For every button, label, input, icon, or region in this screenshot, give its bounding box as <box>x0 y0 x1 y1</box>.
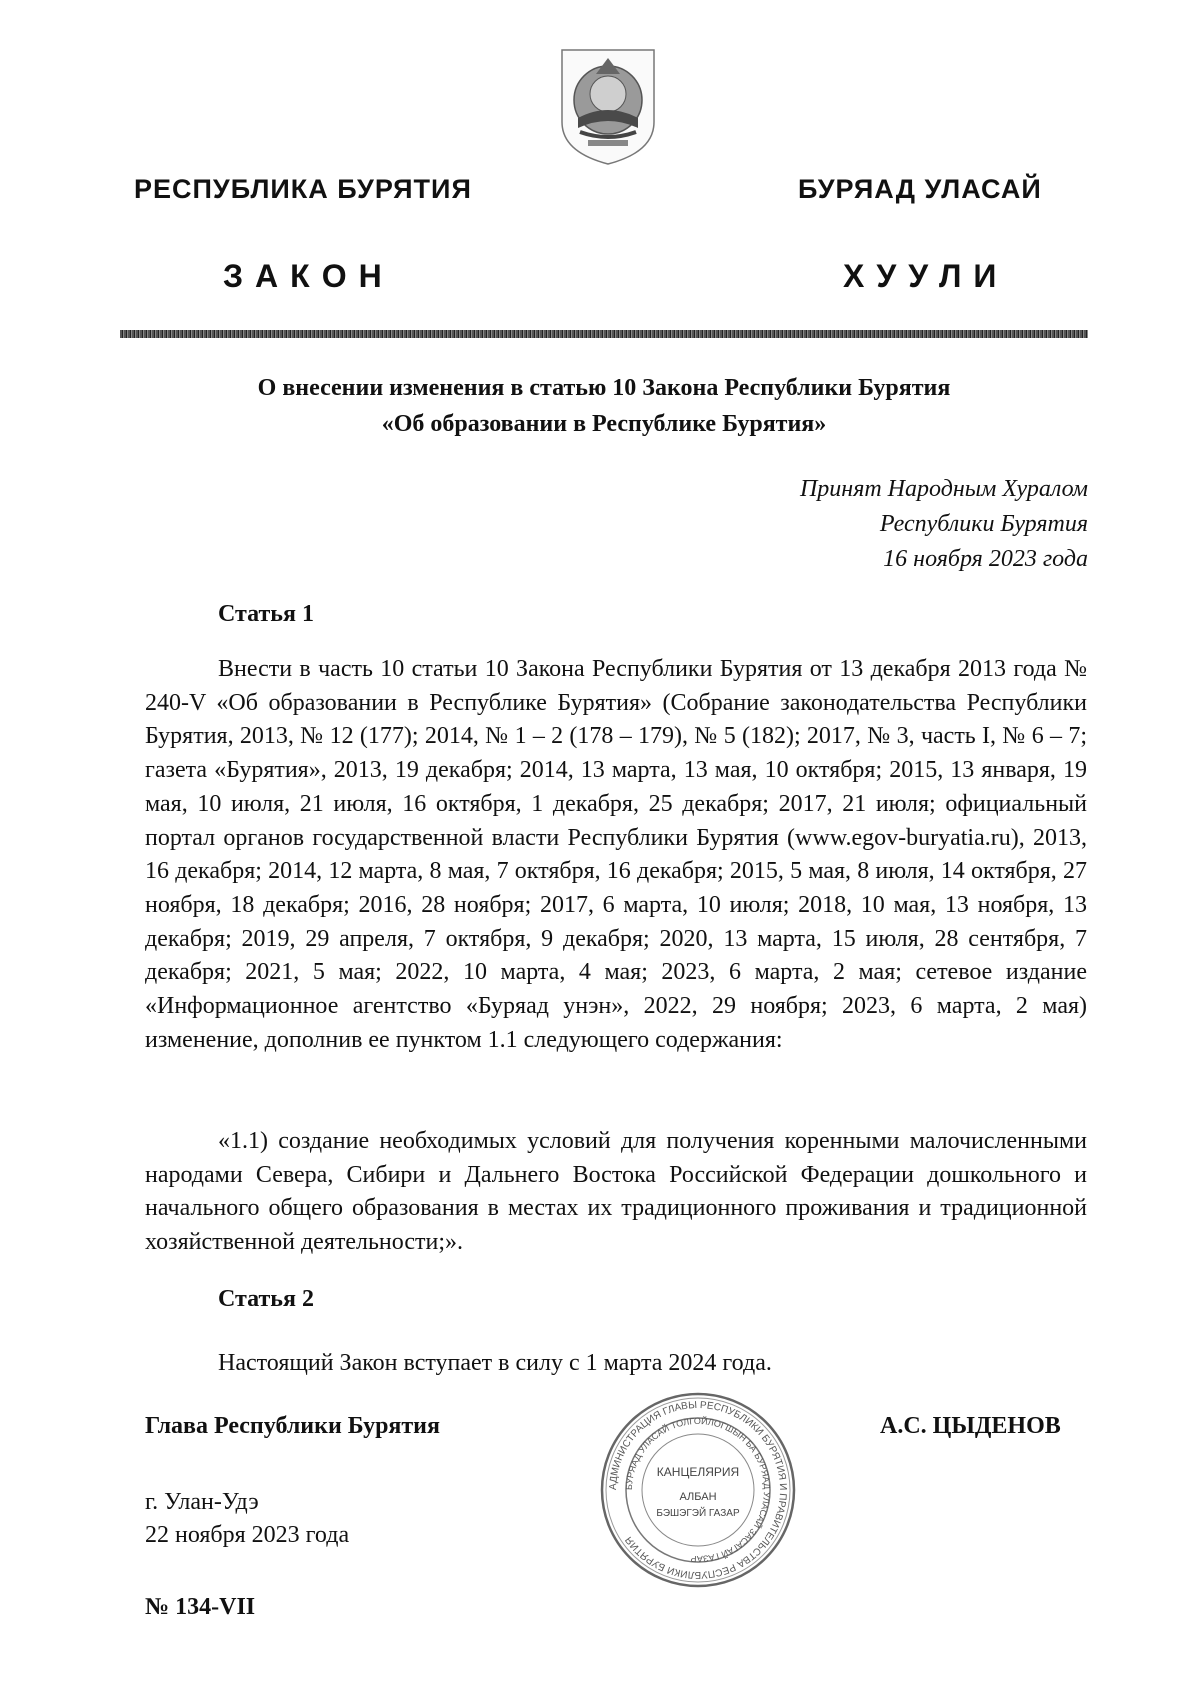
adopted-note-line1: Принят Народным Хуралом <box>799 476 1088 502</box>
seal-inner-text: БУРЯАД УЛАСАЙ ТОЛГОЙЛОГШЫН БА БУРЯАД УЛАСАЙ ЗАСАГАЙ ГАЗАР <box>623 1415 773 1565</box>
law-title-line2: «Об образовании в Республике Бурятия» <box>381 411 827 437</box>
adopted-note-line2: Республики Бурятия <box>879 511 1088 537</box>
law-title-line1: О внесении изменения в статью 10 Закона Республики Бурятия <box>257 375 951 401</box>
article-2-paragraph: Настоящий Закон вступает в силу с 1 марта 2024 года. <box>218 1350 772 1376</box>
header-divider <box>120 330 1088 338</box>
signing-place: г. Улан-Удэ <box>145 1489 259 1515</box>
doc-type-right: ХУУЛИ <box>843 258 1009 294</box>
header-right-title: БУРЯАД УЛАСАЙ <box>798 174 1042 204</box>
article-1-heading: Статья 1 <box>218 601 314 627</box>
doc-type-left: ЗАКОН <box>223 258 394 294</box>
seal-center-line1: КАНЦЕЛЯРИЯ <box>656 1465 740 1479</box>
article-1-paragraph-2: «1.1) создание необходимых условий для получения коренными малочисленными народами Севера, Сибири и Дальнего Востока Российской Федерации дошкольного и начального общего образования в местах их традиционного проживания и традиционной хозяйственной деятельности;». <box>145 1128 1087 1256</box>
seal-outer-text: АДМИНИСТРАЦИЯ ГЛАВЫ РЕСПУБЛИКИ БУРЯТИЯ И ПРАВИТЕЛЬСТВА РЕСПУБЛИКИ БУРЯТИЯ <box>607 1399 789 1581</box>
coat-of-arms-icon <box>558 44 658 168</box>
seal-center-line3: БЭШЭГЭЙ ГАЗАР <box>656 1508 740 1519</box>
article-2-heading: Статья 2 <box>218 1286 314 1312</box>
signatory-name: А.С. ЦЫДЕНОВ <box>880 1413 1061 1439</box>
header-left-title: РЕСПУБЛИКА БУРЯТИЯ <box>134 174 472 204</box>
article-1-paragraph-1: Внести в часть 10 статьи 10 Закона Республики Бурятия от 13 декабря 2013 года № 240-V «Об образовании в Республике Бурятия» (Собрание законодательства Республики Бурятия, 2013, № 12 (177); 2014, № 1 – 2 (178 – 179), № 5 (182); 2017, № 3, часть I, № 6 – 7; газета «Бурятия», 2013, 19 декабря; 2014, 13 марта, 13 мая, 10 октября; 2015, 13 января, 19 мая, 10 июля, 21 июля, 16 октября, 1 декабря, 25 декабря; 2017, 21 июля; официальный портал органов государственной власти Республики Бурятия (www.egov-buryatia.ru), 2013, 16 декабря; 2014, 12 марта, 8 мая, 7 октября, 16 декабря; 2015, 5 мая, 8 июля, 14 октября, 27 ноября, 18 декабря; 2016, 28 ноября; 2017, 6 марта, 10 июля; 2018, 10 мая, 13 ноября, 13 декабря; 2019, 29 апреля, 7 октября, 9 декабря; 2020, 13 марта, 15 июля, 28 сентября, 7 декабря; 2021, 5 мая; 2022, 10 марта, 4 мая; 2023, 6 марта, 2 мая; сетевое издание «Информационное агентство «Буряад унэн», 2022, 29 ноября; 2023, 6 марта, 2 мая) изменение, дополнив ее пунктом 1.1 следующего содержания: <box>145 656 1087 1053</box>
signing-date: 22 ноября 2023 года <box>145 1522 350 1548</box>
seal-center-line2: АЛБАН <box>679 1491 717 1503</box>
signatory-position: Глава Республики Бурятия <box>145 1413 440 1439</box>
law-number: № 134-VII <box>145 1594 256 1620</box>
adopted-note-date: 16 ноября 2023 года <box>883 546 1088 572</box>
official-seal-icon <box>598 1390 798 1590</box>
